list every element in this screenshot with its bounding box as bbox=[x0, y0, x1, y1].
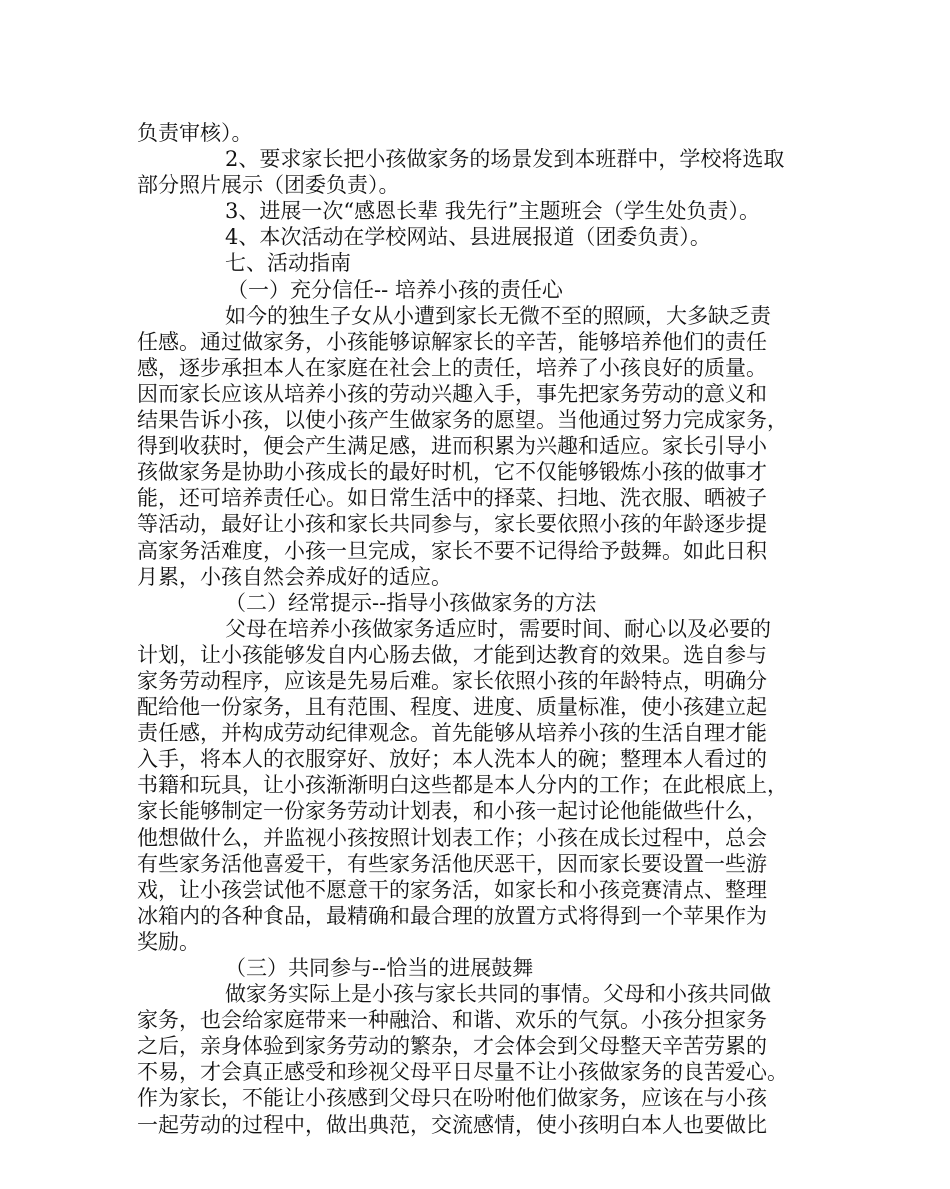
text-line: 责任感，并构成劳动纪律观念。首先能够从培养小孩的生活自理才能 bbox=[137, 721, 767, 746]
text-line: 家务劳动程序，应该是先易后难。家长依照小孩的年龄特点，明确分 bbox=[137, 668, 767, 693]
text-line: 感，逐步承担本人在家庭在社会上的责任，培养了小孩良好的质量。 bbox=[137, 355, 767, 380]
text-line: 高家务活难度，小孩一旦完成，家长不要不记得给予鼓舞。如此日积 bbox=[137, 538, 767, 563]
text-line: 家长能够制定一份家务劳动计划表，和小孩一起讨论他能做些什么， bbox=[137, 799, 767, 824]
section-heading-7: 七、活动指南 bbox=[225, 251, 351, 276]
text-line: 结果告诉小孩，以使小孩产生做家务的愿望。当他通过努力完成家务， bbox=[137, 408, 788, 433]
list-item-2: 2、要求家长把小孩做家务的场景发到本班群中，学校将选取 bbox=[225, 147, 785, 172]
text-line: 能，还可培养责任心。如日常生活中的择菜、扫地、洗衣服、晒被子 bbox=[137, 486, 767, 511]
text-line: 计划，让小孩能够发自内心肠去做，才能到达教育的效果。选自参与 bbox=[137, 642, 767, 667]
text-line: 一起劳动的过程中，做出典范，交流感情，使小孩明白本人也要做比 bbox=[137, 1112, 767, 1137]
text-line: 因而家长应该从培养小孩的劳动兴趣入手，事先把家务劳动的意义和 bbox=[137, 381, 767, 406]
subsection-heading-1: （一）充分信任-- 培养小孩的责任心 bbox=[227, 277, 563, 302]
paragraph-start: 做家务实际上是小孩与家长共同的事情。父母和小孩共同做 bbox=[225, 982, 771, 1007]
text-line: 之后，亲身体验到家务劳动的繁杂，才会体会到父母整天辛苦劳累的 bbox=[137, 1034, 767, 1059]
text-line: 任感。通过做家务，小孩能够谅解家长的辛苦，能够培养他们的责任 bbox=[137, 329, 767, 354]
text-line: 作为家长，不能让小孩感到父母只在吩咐他们做家务，应该在与小孩 bbox=[137, 1086, 767, 1111]
text-line: 有些家务活他喜爱干，有些家务活他厌恶干，因而家长要设置一些游 bbox=[137, 851, 767, 876]
text-line: 入手，将本人的衣服穿好、放好；本人洗本人的碗；整理本人看过的 bbox=[137, 747, 767, 772]
paragraph-start: 父母在培养小孩做家务适应时，需要时间、耐心以及必要的 bbox=[225, 616, 771, 641]
list-item-4: 4、本次活动在学校网站、县进展报道（团委负责）。 bbox=[225, 225, 711, 250]
subsection-heading-2: （二）经常提示--指导小孩做家务的方法 bbox=[225, 590, 597, 615]
text-line: 部分照片展示（团委负责）。 bbox=[137, 173, 400, 198]
text-line: 家务，也会给家庭带来一种融洽、和谐、欢乐的气氛。小孩分担家务 bbox=[137, 1008, 767, 1033]
text-line: 戏，让小孩尝试他不愿意干的家务活，如家长和小孩竞赛清点、整理 bbox=[137, 877, 767, 902]
subsection-heading-3: （三）共同参与--恰当的进展鼓舞 bbox=[225, 956, 534, 980]
paragraph-start: 如今的独生子女从小遭到家长无微不至的照顾，大多缺乏责 bbox=[225, 303, 771, 328]
text-line: 得到收获时，便会产生满足感，进而积累为兴趣和适应。家长引导小 bbox=[137, 434, 767, 459]
text-line: 书籍和玩具，让小孩渐渐明白这些都是本人分内的工作；在此根底上， bbox=[137, 773, 788, 798]
document-body bbox=[137, 120, 817, 1138]
text-line: 配给他一份家务，且有范围、程度、进度、质量标准，使小孩建立起 bbox=[137, 695, 767, 720]
text-line: 冰箱内的各种食品，最精确和最合理的放置方式将得到一个苹果作为 bbox=[137, 903, 767, 928]
text-line: 他想做什么，并监视小孩按照计划表工作；小孩在成长过程中，总会 bbox=[137, 825, 767, 850]
text-line: 不易，才会真正感受和珍视父母平日尽量不让小孩做家务的良苦爱心。 bbox=[137, 1060, 788, 1085]
text-line: 等活动，最好让小孩和家长共同参与，家长要依照小孩的年龄逐步提 bbox=[137, 512, 767, 537]
text-line: 奖励。 bbox=[137, 929, 200, 954]
text-line: 孩做家务是协助小孩成长的最好时机，它不仅能够锻炼小孩的做事才 bbox=[137, 460, 767, 485]
text-line: 负责审核）。 bbox=[137, 121, 253, 145]
text-line: 月累，小孩自然会养成好的适应。 bbox=[137, 564, 452, 589]
list-item-3: 3、进展一次“感恩长辈 我先行”主题班会（学生处负责）。 bbox=[225, 199, 761, 224]
